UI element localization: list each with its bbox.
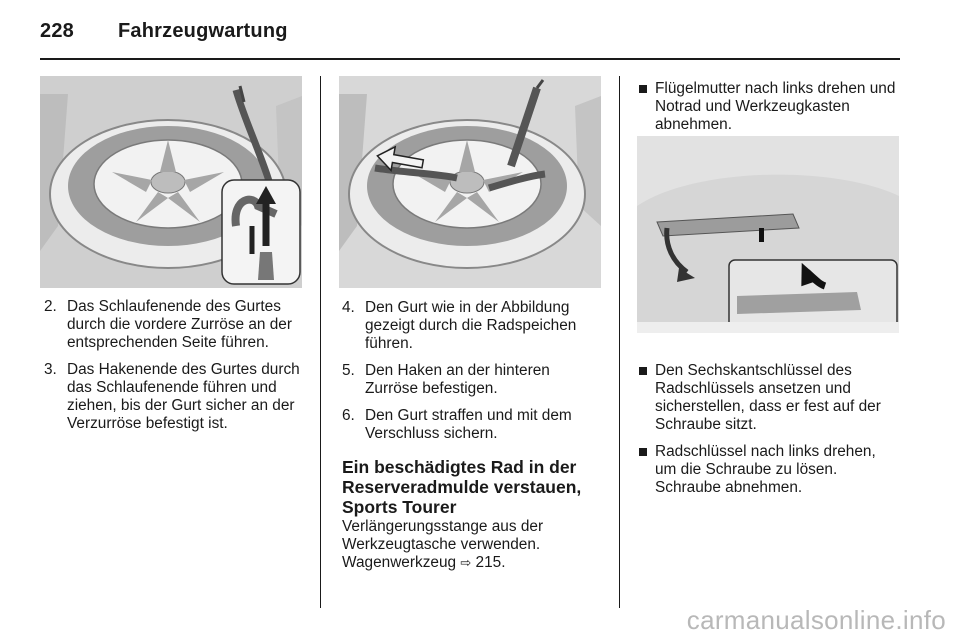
step-text: Den Haken an der hinteren Zurröse befestigen. <box>365 362 550 397</box>
page-title: Fahrzeugwartung <box>118 20 288 42</box>
section-body <box>342 518 606 573</box>
step-item <box>342 407 606 443</box>
bullet-item <box>638 443 900 497</box>
right-column-top <box>638 80 900 143</box>
step-item <box>342 299 606 353</box>
bullet-text: Radschlüssel nach links drehen, um die Schraube zu lösen. Schraube abnehmen. <box>655 443 876 496</box>
step-item <box>44 298 312 352</box>
bullet-square-icon <box>639 367 647 375</box>
bullet-item <box>638 80 900 134</box>
step-item <box>44 361 312 433</box>
bullet-item <box>638 362 900 434</box>
step-number: 4. <box>342 299 355 316</box>
step-text: Den Gurt straffen und mit dem Verschluss sichern. <box>365 407 572 442</box>
right-column-bottom <box>638 362 900 506</box>
step-text: Den Gurt wie in der Abbildung gezeigt durch die Radspeichen führen. <box>365 299 577 352</box>
bullet-list-bottom <box>638 362 900 497</box>
middle-column <box>342 299 606 573</box>
step-number: 5. <box>342 362 355 379</box>
bullet-square-icon <box>639 448 647 456</box>
steps-list-left <box>44 298 312 433</box>
column-divider-right <box>619 76 620 608</box>
column-divider-left <box>320 76 321 608</box>
step-text: Das Hakenende des Gurtes durch das Schlaufenende führen und ziehen, bis der Gurt sicher an der Verzurröse befestigt ist. <box>67 361 300 432</box>
page-reference-icon: ⇨ <box>460 556 472 571</box>
step-number: 2. <box>44 298 57 315</box>
page-number: 228 <box>40 20 74 42</box>
page-header <box>40 20 288 43</box>
watermark: carmanualsonline.info <box>686 605 946 635</box>
header-rule <box>40 58 900 60</box>
step-number: 6. <box>342 407 355 424</box>
section-heading: Ein beschädigtes Rad in der Reserveradmulde verstauen, Sports Tourer <box>342 457 582 517</box>
left-column <box>44 298 312 442</box>
illustration-wing-nut <box>637 136 899 333</box>
steps-list-middle <box>342 299 606 443</box>
bullet-text: Flügelmutter nach links drehen und Notrad und Werkzeugkasten abnehmen. <box>655 80 896 133</box>
bullet-square-icon <box>639 85 647 93</box>
step-number: 3. <box>44 361 57 378</box>
step-item <box>342 362 606 398</box>
page-reference: 215. <box>475 554 506 571</box>
illustration-strap-loop <box>40 76 302 288</box>
step-text: Das Schlaufenende des Gurtes durch die vordere Zurröse an der entsprechenden Seite führen. <box>67 298 292 351</box>
section-body-text: Verlängerungsstange aus der Werkzeugtasche verwenden. Wagenwerkzeug <box>342 518 544 571</box>
bullet-text: Den Sechskantschlüssel des Radschlüssels ansetzen und sicherstellen, dass er fest auf der Schraube sitzt. <box>655 362 881 433</box>
illustration-strap-spokes <box>339 76 601 288</box>
bullet-list-top <box>638 80 900 134</box>
